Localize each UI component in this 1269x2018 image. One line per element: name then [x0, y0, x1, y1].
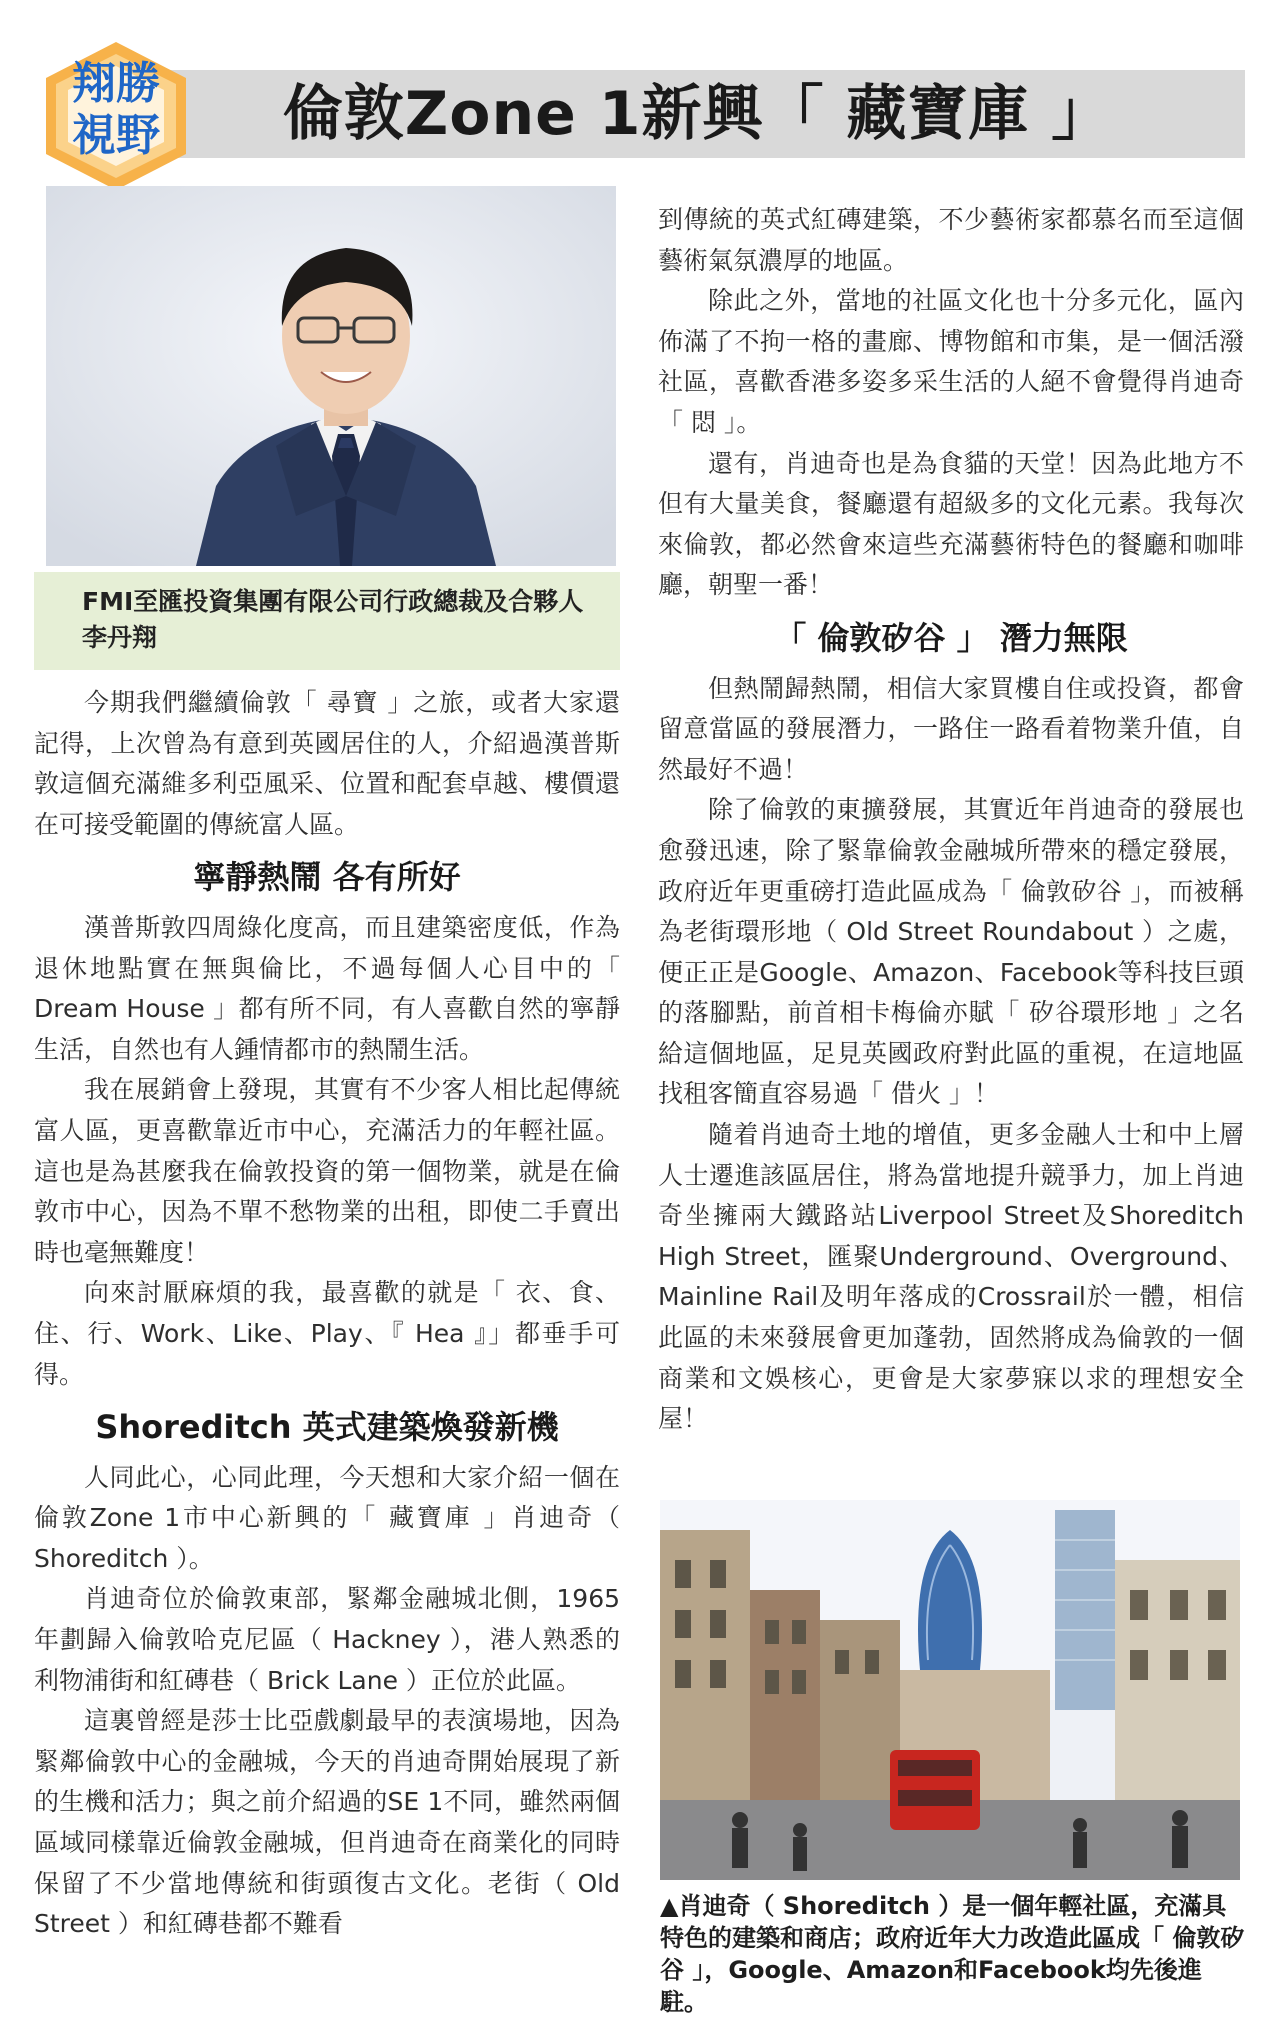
caption-name: 李丹翔 — [82, 623, 158, 652]
paragraph: 這裏曾經是莎士比亞戲劇最早的表演場地，因為緊鄰倫敦中心的金融城，今天的肖迪奇開始展現了新的生機和活力；與之前介紹過的SE 1不同，雖然兩個區域同樣靠近倫敦金融城，但肖迪奇在商業化的同時保留了不少當地傳統和街頭復古文化。老街（ Old Street ）和紅磚巷都不難看 — [34, 1706, 620, 1939]
paragraph: 漢普斯敦四周綠化度高，而且建築密度低，作為退休地點實在無與倫比，不過每個人心目中的「 Dream House 」都有所不同，有人喜歡自然的寧靜生活，自然也有人鍾情都市的熱鬧生活。 — [34, 912, 620, 1064]
portrait-caption — [82, 584, 612, 656]
caption-title: FMI至匯投資集團有限公司行政總裁及合夥人 — [82, 587, 584, 616]
paragraph: 但熱鬧歸熱鬧，相信大家買樓自住或投資，都會留意當區的發展潛力，一路住一路看着物業升值，自然最好不過！ — [658, 673, 1244, 784]
paragraph: 除此之外，當地的社區文化也十分多元化，區內佈滿了不拘一格的畫廊、博物館和市集，是一個活潑社區，喜歡香港多姿多采生活的人絕不會覺得肖迪奇「 悶 」。 — [658, 286, 1244, 437]
subheading-1: 寧靜熱鬧 各有所好 — [193, 858, 461, 897]
paragraph-continued: 到傳統的英式紅磚建築，不少藝術家都慕名而至這個藝術氣氛濃厚的地區。 — [658, 205, 1244, 275]
subheading-3: 「 倫敦矽谷 」 潛力無限 — [774, 618, 1128, 657]
paragraph: 肖迪奇位於倫敦東部，緊鄰金融城北側，1965年劃歸入倫敦哈克尼區（ Hackney ），港人熟悉的利物浦街和紅磚巷（ Brick Lane ）正位於此區。 — [34, 1584, 620, 1695]
page-title: 倫敦Zone 1新興「 藏寶庫 」 — [282, 79, 1113, 149]
logo-line-2: 視野 — [72, 110, 160, 161]
paragraph: 隨着肖迪奇土地的增值，更多金融人士和中上層人士遷進該區居住，將為當地提升競爭力，加上肖迪奇坐擁兩大鐵路站Liverpool Street及Shoreditch High Street，匯聚Underground、Overground、Mainline Rail及明年落成的Crossrail於一體，相信此區的未來發展會更加蓬勃，固然將成為倫敦的一個商業和文娛核心，更會是大家夢寐以求的理想安全屋！ — [658, 1120, 1244, 1434]
paragraph: 向來討厭麻煩的我，最喜歡的就是「 衣、食、住、行、Work、Like、Play、『 Hea 』」都垂手可得。 — [34, 1278, 620, 1389]
paragraph: 我在展銷會上發現，其實有不少客人相比起傳統富人區，更喜歡靠近市中心，充滿活力的年輕社區。這也是為甚麼我在倫敦投資的第一個物業，就是在倫敦市中心，因為不單不愁物業的出租，即使二手賣出時也毫無難度！ — [34, 1075, 620, 1267]
intro-paragraph: 今期我們繼續倫敦「 尋寶 」之旅，或者大家還記得，上次曾為有意到英國居住的人，介紹過漢普斯敦這個充滿維多利亞風采、位置和配套卓越、樓價還在可接受範圍的傳統富人區。 — [34, 688, 620, 839]
right-column — [658, 200, 1244, 1440]
paragraph: 人同此心，心同此理，今天想和大家介紹一個在倫敦Zone 1市中心新興的「 藏寶庫 」肖迪奇（ Shoreditch ）。 — [34, 1462, 620, 1573]
logo-line-1: 翔勝 — [72, 58, 160, 109]
left-column — [34, 683, 620, 1945]
subheading-2: Shoreditch 英式建築煥發新機 — [95, 1408, 559, 1447]
paragraph: 還有，肖迪奇也是為食貓的天堂！因為此地方不但有大量美食，餐廳還有超級多的文化元素。我每次來倫敦，都必然會來這些充滿藝術特色的餐廳和咖啡廳，朝聖一番！ — [658, 448, 1244, 600]
portrait-illustration — [46, 186, 616, 566]
shoreditch-street-photo — [660, 1500, 1240, 1880]
street-photo-caption: ▲肖迪奇（ Shoreditch ）是一個年輕社區，充滿具特色的建築和商店；政府近年大力改造此區成「 倫敦矽谷 」，Google、Amazon和Facebook均先後進駐。 — [660, 1892, 1245, 2016]
paragraph: 除了倫敦的東擴發展，其實近年肖迪奇的發展也愈發迅速，除了緊靠倫敦金融城所帶來的穩定發展，政府近年更重磅打造此區成為「 倫敦矽谷 」，而被稱為老街環形地（ Old Street Roundabout ）之處，便正正是Google、Amazon、Facebook等科技巨頭的落腳點，前首相卡梅倫亦賦「 矽谷環形地 」之名給這個地區，足見英國政府對此區的重視，在這地區找租客簡直容易過「 借火 」！ — [658, 795, 1244, 1109]
column-logo-text — [36, 58, 196, 162]
street-illustration — [660, 1500, 1240, 1880]
author-portrait — [46, 186, 616, 566]
